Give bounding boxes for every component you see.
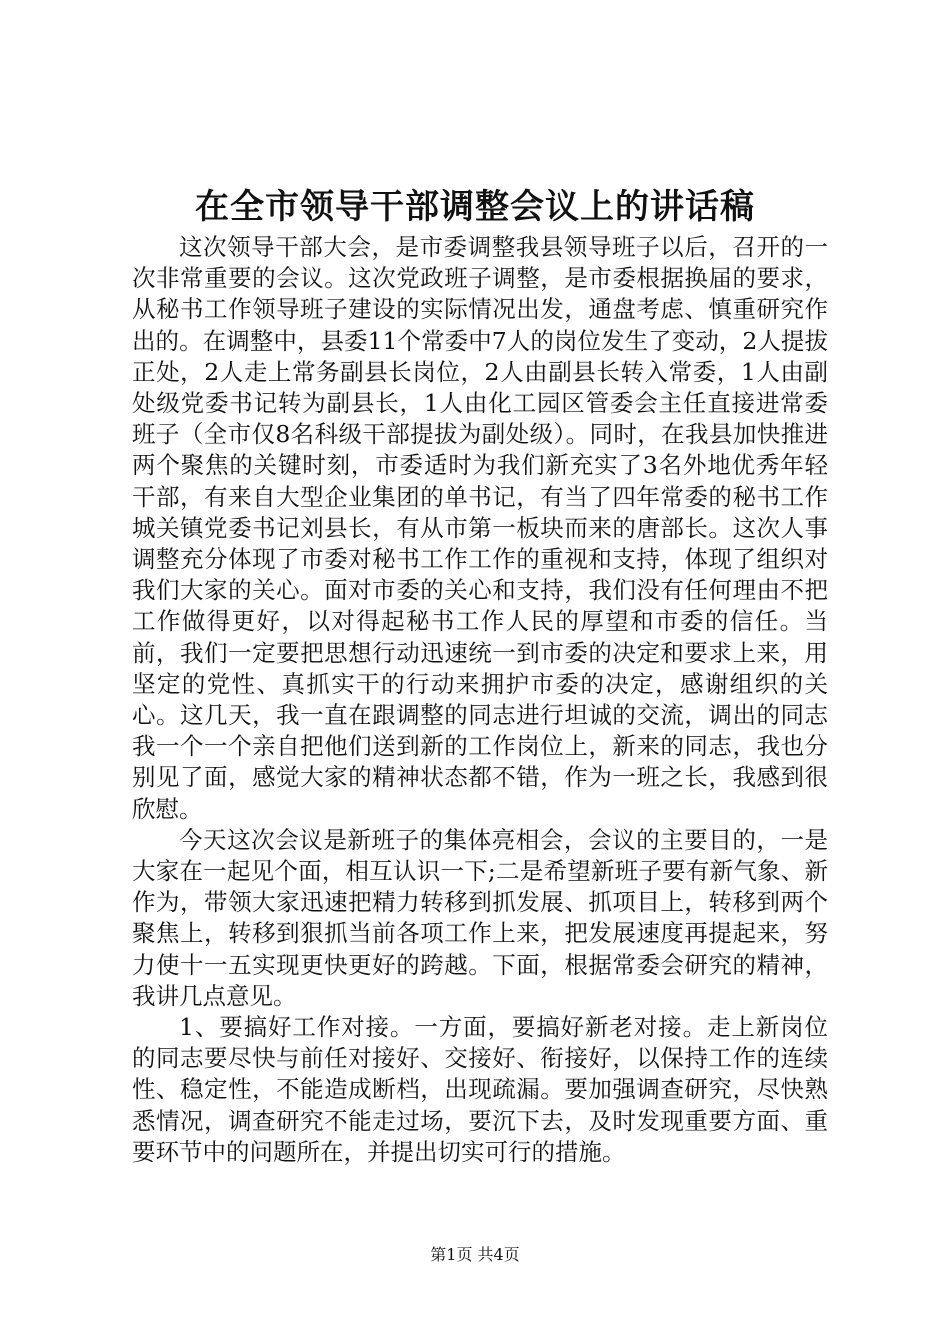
page-footer: 第1页 共4页 [430, 1245, 520, 1264]
paragraph: 今天这次会议是新班子的集体亮相会，会议的主要目的，一是大家在一起见个面，相互认识一下;二是希望新班子要有新气象、新作为，带领大家迅速把精力转移到抓发展、抓项目上，转移到两个聚焦上，转移到狠抓当前各项工作上来，把发展速度再提起来，努力使十一五实现更快更好的跨越。下面，根据常委会研究的精神，我讲几点意见。 [132, 825, 828, 1010]
paragraph: 1、要搞好工作对接。一方面，要搞好新老对接。走上新岗位的同志要尽快与前任对接好、交接好、衔接好，以保持工作的连续性、稳定性，不能造成断档，出现疏漏。要加强调查研究，尽快熟悉情况，调查研究不能走过场，要沉下去，及时发现重要方面、重要环节中的问题所在，并提出切实可行的措施。 [132, 1013, 828, 1166]
document-title: 在全市领导干部调整会议上的讲话稿 [195, 187, 755, 227]
paragraph: 这次领导干部大会，是市委调整我县领导班子以后，召开的一次非常重要的会议。这次党政班子调整，是市委根据换届的要求，从秘书工作领导班子建设的实际情况出发，通盘考虑、慎重研究作出的。在调整中，县委11个常委中7人的岗位发生了变动，2人提拔正处，2人走上常务副县长岗位，2人由副县长转入常委，1人由副处级党委书记转为副县长，1人由化工园区管委会主任直接进常委班子（全市仅8名科级干部提拔为副处级）。同时，在我县加快推进两个聚焦的关键时刻，市委适时为我们新充实了3名外地优秀年轻干部，有来自大型企业集团的单书记，有当了四年常委的秘书工作城关镇党委书记刘县长，有从市第一板块而来的唐部长。这次人事调整充分体现了市委对秘书工作工作的重视和支持，体现了组织对我们大家的关心。面对市委的关心和支持，我们没有任何理由不把工作做得更好，以对得起秘书工作人民的厚望和市委的信任。当前，我们一定要把思想行动迅速统一到市委的决定和要求上来，用坚定的党性、真抓实干的行动来拥护市委的决定，感谢组织的关心。这几天，我一直在跟调整的同志进行坦诚的交流，调出的同志我一个一个亲自把他们送到新的工作岗位上，新来的同志，我也分别见了面，感觉大家的精神状态都不错，作为一班之长，我感到很欣慰。 [132, 233, 828, 823]
document-body [132, 232, 828, 1168]
